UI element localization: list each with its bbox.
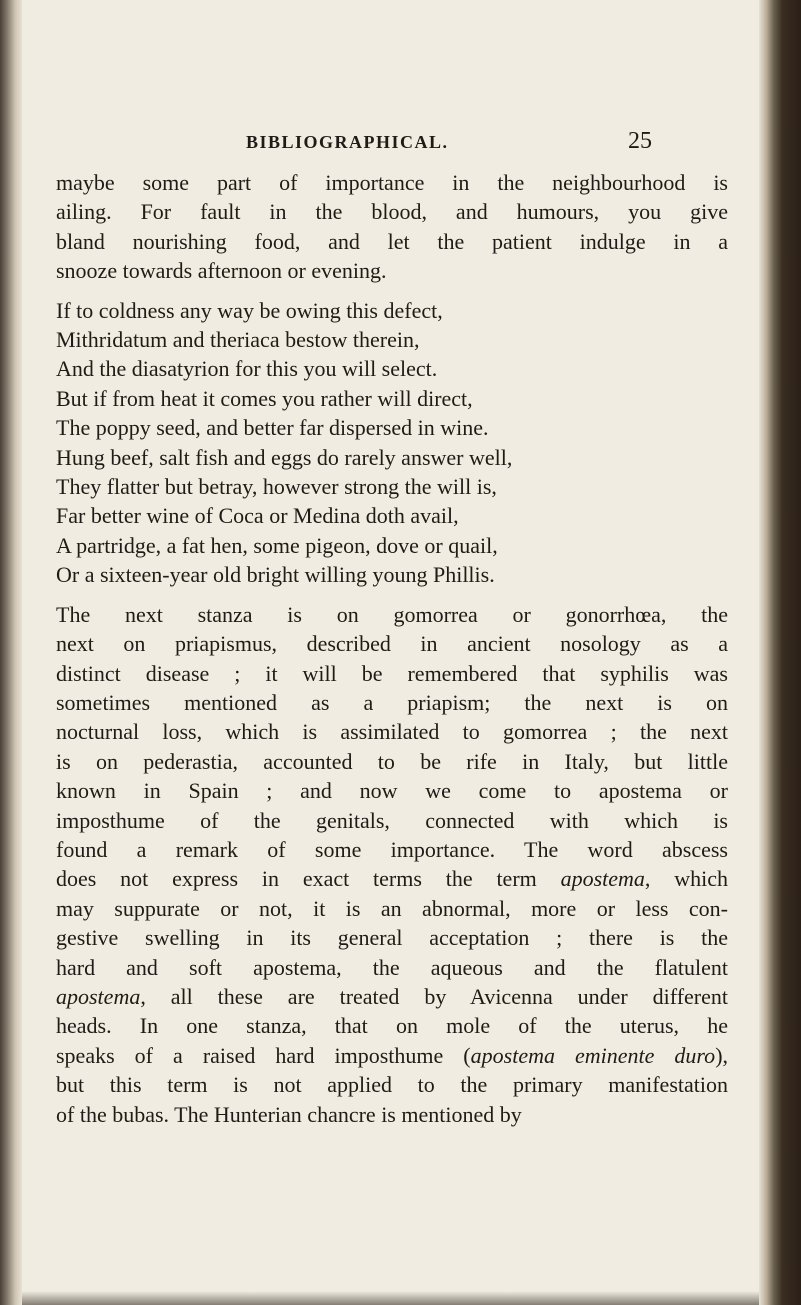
text-run: , all these are treated by Avicenna under different: [140, 983, 728, 1009]
text-run: speaks of a raised hard imposthume (: [56, 1042, 471, 1068]
text-line: nocturnal loss, which is assimilated to gomorrea ; the next: [56, 719, 728, 745]
text-line: of the bubas. The Hunterian chancre is mentioned by: [56, 1101, 522, 1127]
verse-line: Far better wine of Coca or Medina doth avail,: [56, 503, 459, 529]
verse-line: They flatter but betray, however strong the will is,: [56, 474, 497, 500]
verse-block: [56, 296, 728, 590]
verse-line: And the diasatyrion for this you will select.: [56, 356, 438, 382]
text-line: The next stanza is on gomorrea or gonorrhœa, the: [56, 601, 728, 627]
verse-line: Mithridatum and theriaca bestow therein,: [56, 327, 420, 353]
text-line: snooze towards afternoon or evening.: [56, 258, 387, 284]
text-line: imposthume of the genitals, connected with which is: [56, 807, 728, 833]
page-number: 25: [628, 128, 652, 154]
text-line: may suppurate or not, it is an abnormal, more or less con-: [56, 895, 728, 921]
text-run: ),: [715, 1042, 729, 1068]
text-line: bland nourishing food, and let the patient indulge in a: [56, 228, 728, 254]
text-line: distinct disease ; it will be remembered that syphilis was: [56, 660, 728, 686]
paragraph-2: [56, 600, 728, 1129]
text-run: does not express in exact terms the term: [56, 866, 561, 892]
book-edge-right: [759, 0, 801, 1305]
verse-line: If to coldness any way be owing this defect,: [56, 297, 443, 323]
text-line: [56, 864, 728, 893]
text-line: hard and soft apostema, the aqueous and the flatulent: [56, 954, 728, 980]
verse-line: Or a sixteen-year old bright willing young Phillis.: [56, 562, 495, 588]
text-line: but this term is not applied to the primary manifestation: [56, 1072, 728, 1098]
verse-line: Hung beef, salt fish and eggs do rarely answer well,: [56, 444, 513, 470]
text-line: heads. In one stanza, that on mole of the uterus, he: [56, 1013, 728, 1039]
italic-term: apostema: [56, 983, 141, 1009]
book-gutter-left: [0, 0, 22, 1305]
verse-line: A partridge, a fat hen, some pigeon, dove or quail,: [56, 532, 498, 558]
text-line: next on priapismus, described in ancient nosology as a: [56, 631, 728, 657]
text-line: [56, 982, 728, 1011]
italic-term: apostema eminente duro: [470, 1042, 716, 1068]
text-line: [56, 1041, 728, 1070]
verse-line: The poppy seed, and better far dispersed in wine.: [56, 415, 489, 441]
verse-line: But if from heat it comes you rather will direct,: [56, 385, 473, 411]
text-run: , which: [644, 866, 728, 892]
page-body: [56, 168, 728, 1129]
text-line: known in Spain ; and now we come to apostema or: [56, 778, 728, 804]
page-bottom-shadow: [22, 1291, 759, 1305]
paragraph-1: [56, 168, 728, 286]
text-line: gestive swelling in its general acceptation ; there is the: [56, 925, 728, 951]
page-header: [56, 128, 756, 158]
text-line: maybe some part of importance in the neighbourhood is: [56, 170, 728, 195]
text-line: found a remark of some importance. The word abscess: [56, 836, 728, 862]
text-line: ailing. For fault in the blood, and humours, you give: [56, 199, 728, 225]
running-title: BIBLIOGRAPHICAL.: [246, 132, 449, 152]
italic-term: apostema: [560, 866, 645, 892]
text-line: is on pederastia, accounted to be rife in Italy, but little: [56, 748, 728, 774]
text-line: sometimes mentioned as a priapism; the next is on: [56, 689, 728, 715]
